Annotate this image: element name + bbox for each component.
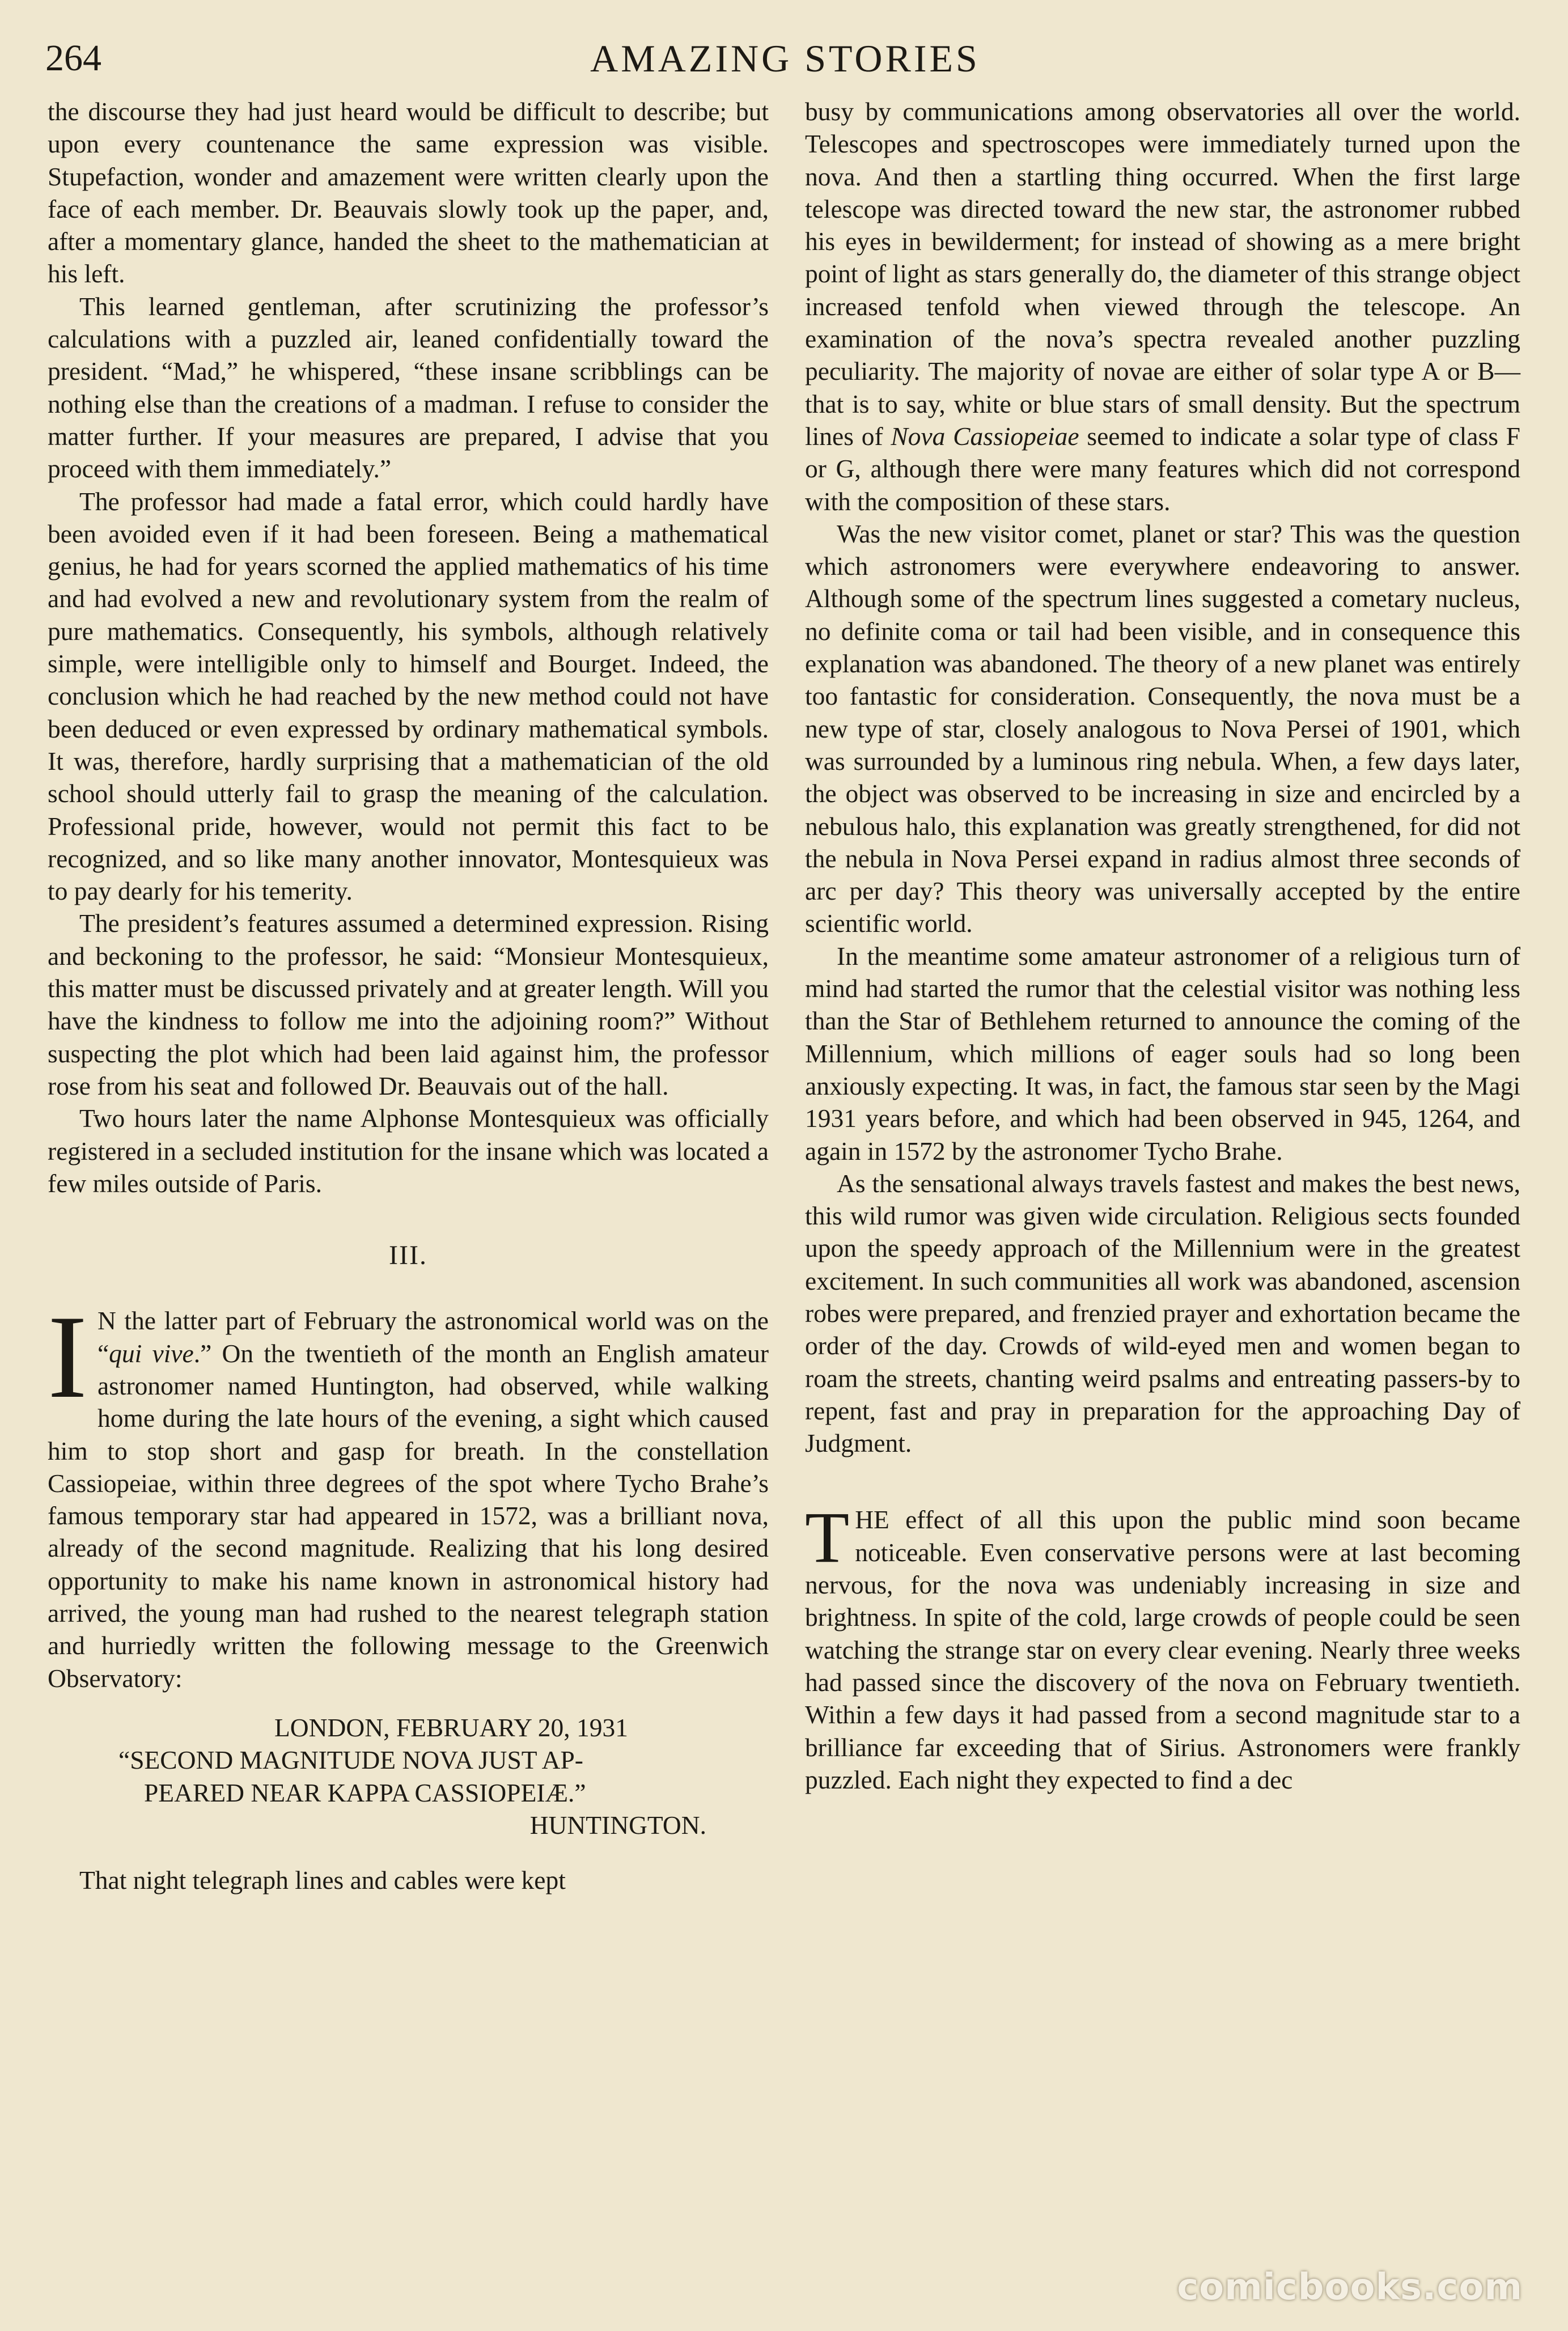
telegram-line: PEARED NEAR KAPPA CASSIOPEIÆ.” [144,1778,586,1807]
page-header [45,33,1525,84]
paragraph-text: seemed to indicate a solar type of class F or G, although there were many features which did not correspond with the composition of these stars. [805,421,1520,516]
running-title: AMAZING STORIES [590,37,980,80]
drop-cap: T [805,1497,850,1578]
paragraph: That night telegraph lines and cables were kept [79,1866,566,1895]
paragraph-text: busy by communications among observatories all over the world. Telescopes and spectroscopes were immediately turned upon the nova. And then a startling thing occurred. When the first large telescope was directed toward the new star, the astronomer rubbed his eyes in bewilderment; for instead of showing as a mere bright point of light as stars generally do, the diameter of this strange object increased tenfold when viewed through the telescope. An examination of the nova’s spectra revealed another puzzling peculiarity. The majority of novae are either of solar type A or B—that is to say, white or blue stars of small density. But the spectrum lines of [805,97,1520,451]
telegram-line: “SECOND MAGNITUDE NOVA JUST AP- [118,1745,583,1775]
telegram-message [48,1711,769,1841]
paragraph-text: N the latter part of February the astronomical world was on the “ [97,1306,769,1368]
page-number: 264 [45,37,101,79]
telegram-signature: HUNTINGTON. [529,1810,706,1840]
paragraph: The president’s features assumed a determined expression. Rising and beckoning to the professor, he said: “Monsieur Montesquieux, this matter must be discussed privately and at greater length. Will you have the kindness to follow me into the adjoining room?” Without suspecting the plot which had been laid against him, the professor rose from his seat and followed Dr. Beauvais out of the hall. [48,909,769,1100]
paragraph: In the meantime some amateur astronomer of a religious turn of mind had started the rumor that the celestial visitor was nothing less than the Star of Bethlehem returned to announce the coming of the Millennium, which millions of eager souls had so long been anxiously expecting. It was, in fact, the famous star seen by the Magi 1931 years before, and which had been observed in 945, 1264, and again in 1572 by the astronomer Tycho Brahe. [805,941,1520,1166]
section-break [805,1459,1520,1503]
section-number: III. [389,1240,427,1271]
paragraph: As the sensational always travels fastest and makes the best news, this wild rumor was given wide circulation. Religious sects founded upon the speedy approach of the Millennium were in the greatest excitement. In such communities all work was abandoned, ascension robes were prepared, and frenzied prayer and exhortation became the order of the day. Crowds of wild-eyed men and women began to roam the streets, chanting weird psalms and entreating passers-by to repent, fast and pray in preparation for the approaching Day of Judgment. [805,1168,1520,1458]
paragraph-with-dropcap [805,1497,1520,1796]
paragraph: This learned gentleman, after scrutinizing the professor’s calculations with a puzzled air, leaned confidentially toward the president. “Mad,” he whispered, “these insane scribblings can be nothing else than the creations of a madman. I refuse to consider the matter further. If your measures are prepared, I advise that you proceed with them immediately.” [48,291,769,484]
paragraph: The professor had made a fatal error, which could hardly have been avoided even if it had been foreseen. Being a mathematical genius, he had for years scorned the applied mathematics of his time and had evolved a new and revolutionary system from the realm of pure mathematics. Consequently, his symbols, although relatively simple, were intelligible only to himself and Bourget. Indeed, the conclusion which he had reached by the new method could not have been deduced or even expressed by ordinary mathematical symbols. It was, therefore, hardly surprising that a mathematician of the old school should utterly fail to grasp the meaning of the calculation. Professional pride, however, would not permit this fact to be recognized, and so like many another innovator, Montesquieux was to pay dearly for his temerity. [48,486,769,906]
drop-cap: I [48,1291,87,1423]
paragraph [805,95,1520,518]
paragraph-text: HE effect of all this upon the public mind soon became noticeable. Even conservative persons were at last becoming nervous, for the nova was undeniably increasing in size and brightness. In spite of the cold, large crowds of people could be seen watching the strange star on every clear evening. Nearly three weeks had passed since the discovery of the nova on February twentieth. Within a few days it had passed from a second magnitude star to a brilliance far exceeding that of Sirius. Astronomers were frankly puzzled. Each night they expected to find a dec [805,1505,1520,1794]
paragraph-with-dropcap [48,1291,769,1694]
paragraph-text: .” On the twentieth of the month an English amateur astronomer named Huntington, had observed, while walking home during the late hours of the evening, a sight which caused him to stop short and gasp for breath. In the constellation Cassiopeiae, within three degrees of the spot where Tycho Brahe’s famous temporary star had appeared in 1572, was a brilliant nova, already of the second magnitude. Realizing that his long desired opportunity to make his name known in astronomical history had arrived, the young man had rushed to the nearest telegraph station and hurriedly written the following message to the Greenwich Observatory: [48,1338,769,1693]
telegram-dateline: LONDON, FEBRUARY 20, 1931 [274,1713,628,1742]
watermark-logo: comicbooks.com [1177,2266,1523,2308]
italic-phrase: Nova Cassiopeiae [891,421,1079,451]
left-column [48,95,769,1896]
right-column [805,95,1520,1796]
paragraph: Two hours later the name Alphonse Montesquieux was officially registered in a secluded institution for the insane which was located a few miles outside of Paris. [48,1104,769,1198]
italic-phrase: qui vive [109,1338,194,1368]
paragraph: Was the new visitor comet, planet or star? This was the question which astronomers were everywhere endeavoring to answer. Although some of the spectrum lines suggested a cometary nucleus, no definite coma or tail had been visible, and in consequence this explanation was abandoned. The theory of a new planet was entirely too fantastic for consideration. Consequently, the nova must be a new type of star, closely analogous to Nova Persei of 1901, which was surrounded by a luminous ring nebula. When, a few days later, the object was observed to be increasing in size and encircled by a nebulous halo, this explanation was greatly strengthened, for did not the nebula in Nova Persei expand in radius almost three seconds of arc per day? This theory was universally accepted by the entire scientific world. [805,519,1520,938]
paragraph: the discourse they had just heard would be difficult to describe; but upon every countenance the same expression was visible. Stupefaction, wonder and amazement were written clearly upon the face of each member. Dr. Beauvais slowly took up the paper, and, after a momentary glance, handed the sheet to the mathematician at his left. [48,97,769,289]
